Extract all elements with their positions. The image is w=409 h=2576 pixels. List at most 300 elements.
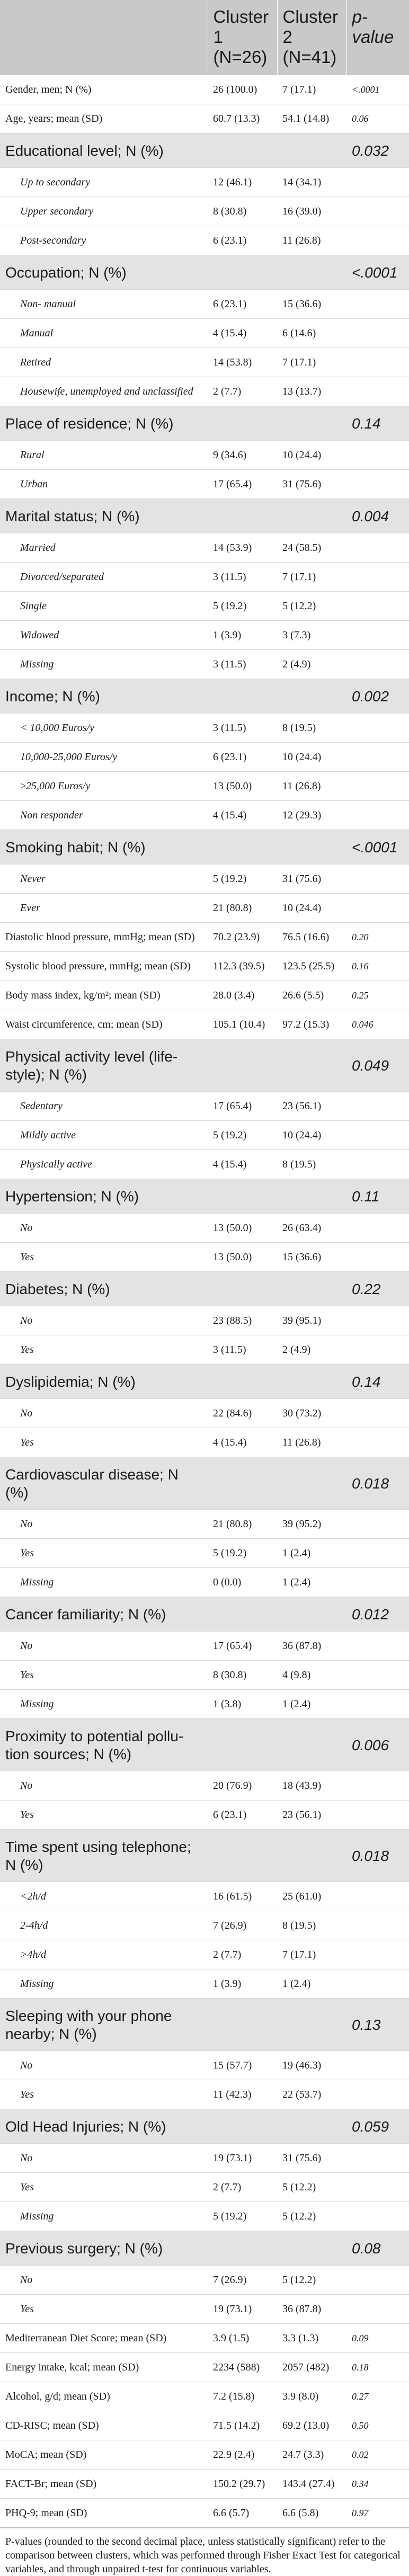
cluster-2-value: 97.2 (15.3) bbox=[277, 1010, 346, 1039]
row-label: Yes bbox=[0, 1539, 208, 1568]
row-label: Never bbox=[0, 864, 208, 894]
cluster-2-value: 24.7 (3.3) bbox=[277, 2440, 346, 2470]
cluster-2-value: 25 (61.0) bbox=[277, 1882, 346, 1911]
p-value bbox=[346, 1428, 409, 1457]
section-row bbox=[0, 499, 409, 533]
cluster-1-value: 70.2 (23.9) bbox=[208, 923, 277, 952]
table-row bbox=[0, 563, 409, 592]
cluster-2-value bbox=[277, 1597, 346, 1632]
p-value: 0.08 bbox=[346, 2231, 409, 2266]
table-row bbox=[0, 377, 409, 406]
table-row bbox=[0, 1399, 409, 1428]
row-label: Body mass index, kg/m²; mean (SD) bbox=[0, 981, 208, 1010]
p-value: 0.13 bbox=[346, 1999, 409, 2051]
row-label: Systolic blood pressure, mmHg; mean (SD) bbox=[0, 952, 208, 981]
header-cluster-2-number: 2 bbox=[282, 27, 292, 47]
table-row bbox=[0, 1510, 409, 1539]
cluster-2-value: 23 (56.1) bbox=[277, 1092, 346, 1121]
row-label: Cancer familiarity; N (%) bbox=[0, 1597, 208, 1632]
header-cluster-2-n: (N=41) bbox=[282, 47, 337, 67]
cluster-2-value: 54.1 (14.8) bbox=[277, 104, 346, 133]
p-value bbox=[346, 2266, 409, 2295]
row-label: Marital status; N (%) bbox=[0, 499, 208, 533]
cluster-2-value: 11 (26.8) bbox=[277, 226, 346, 255]
cluster-2-value: 1 (2.4) bbox=[277, 1690, 346, 1719]
table-row bbox=[0, 592, 409, 621]
table-row bbox=[0, 1771, 409, 1800]
cluster-1-value bbox=[208, 1999, 277, 2051]
cluster-2-value: 1 (2.4) bbox=[277, 1969, 346, 1999]
table-row bbox=[0, 1632, 409, 1661]
p-value bbox=[346, 226, 409, 255]
row-label: Ever bbox=[0, 894, 208, 923]
cluster-1-value: 4 (15.4) bbox=[208, 319, 277, 348]
p-value bbox=[346, 168, 409, 197]
section-row bbox=[0, 1719, 409, 1771]
row-label: CD-RISC; mean (SD) bbox=[0, 2411, 208, 2440]
row-label: Age, years; mean (SD) bbox=[0, 104, 208, 133]
cluster-1-value: 13 (50.0) bbox=[208, 1214, 277, 1243]
row-label: Yes bbox=[0, 1243, 208, 1272]
p-value bbox=[346, 1940, 409, 1969]
row-label: No bbox=[0, 2266, 208, 2295]
p-value bbox=[346, 348, 409, 377]
row-label: >4h/d bbox=[0, 1940, 208, 1969]
row-label: Yes bbox=[0, 1800, 208, 1830]
cluster-1-value: 4 (15.4) bbox=[208, 1428, 277, 1457]
cluster-2-value: 8 (19.5) bbox=[277, 714, 346, 743]
p-value bbox=[346, 1539, 409, 1568]
p-value: 0.049 bbox=[346, 1039, 409, 1092]
cluster-2-value: 26 (63.4) bbox=[277, 1214, 346, 1243]
row-label: Yes bbox=[0, 1428, 208, 1457]
header-cluster-1 bbox=[208, 0, 277, 75]
row-label: MoCA; mean (SD) bbox=[0, 2440, 208, 2470]
cluster-1-value: 19 (73.1) bbox=[208, 2144, 277, 2173]
cluster-2-value: 19 (46.3) bbox=[277, 2051, 346, 2080]
p-value bbox=[346, 743, 409, 772]
cluster-1-value: 15 (57.7) bbox=[208, 2051, 277, 2080]
p-value: <.0001 bbox=[346, 255, 409, 290]
row-label: Hypertension; N (%) bbox=[0, 1179, 208, 1214]
section-row bbox=[0, 2231, 409, 2266]
cluster-1-value: 112.3 (39.5) bbox=[208, 952, 277, 981]
row-label: Smoking habit; N (%) bbox=[0, 830, 208, 864]
cluster-1-value: 5 (19.2) bbox=[208, 1121, 277, 1150]
row-label: 10,000-25,000 Euros/y bbox=[0, 743, 208, 772]
cluster-1-value: 26 (100.0) bbox=[208, 75, 277, 104]
cluster-2-value: 2 (4.9) bbox=[277, 1335, 346, 1365]
p-value: 0.018 bbox=[346, 1457, 409, 1510]
p-value bbox=[346, 2051, 409, 2080]
p-value bbox=[346, 319, 409, 348]
cluster-2-value: 2 (4.9) bbox=[277, 650, 346, 679]
p-value bbox=[346, 621, 409, 650]
p-value bbox=[346, 533, 409, 563]
p-value bbox=[346, 1150, 409, 1179]
cluster-1-value: 7 (26.9) bbox=[208, 1911, 277, 1940]
p-value: 0.032 bbox=[346, 133, 409, 168]
cluster-1-value: 1 (3.9) bbox=[208, 621, 277, 650]
cluster-1-value: 17 (65.4) bbox=[208, 1632, 277, 1661]
p-value: 0.27 bbox=[346, 2382, 409, 2411]
cluster-2-value: 1 (2.4) bbox=[277, 1568, 346, 1597]
row-label: Non- manual bbox=[0, 290, 208, 319]
table-row bbox=[0, 1690, 409, 1719]
row-label: Alcohol, g/d; mean (SD) bbox=[0, 2382, 208, 2411]
table-row bbox=[0, 2173, 409, 2202]
section-row bbox=[0, 1039, 409, 1092]
cluster-1-value: 7 (26.9) bbox=[208, 2266, 277, 2295]
cluster-2-value: 13 (13.7) bbox=[277, 377, 346, 406]
cluster-2-value bbox=[277, 1365, 346, 1399]
row-label: Energy intake, kcal; mean (SD) bbox=[0, 2353, 208, 2382]
table-row bbox=[0, 2295, 409, 2324]
p-value bbox=[346, 714, 409, 743]
row-label: No bbox=[0, 2144, 208, 2173]
cluster-2-value bbox=[277, 679, 346, 714]
section-row bbox=[0, 830, 409, 864]
cluster-1-value bbox=[208, 1597, 277, 1632]
p-value bbox=[346, 2295, 409, 2324]
cluster-2-value bbox=[277, 2109, 346, 2144]
table-header bbox=[0, 0, 409, 75]
table-row bbox=[0, 1969, 409, 1999]
p-value: <.0001 bbox=[346, 75, 409, 104]
table-row bbox=[0, 1121, 409, 1150]
p-value bbox=[346, 290, 409, 319]
cluster-2-value: 36 (87.8) bbox=[277, 1632, 346, 1661]
table-row bbox=[0, 470, 409, 499]
cluster-2-value bbox=[277, 499, 346, 533]
table-row bbox=[0, 621, 409, 650]
cluster-1-value bbox=[208, 1457, 277, 1510]
row-label: FACT-Br; mean (SD) bbox=[0, 2470, 208, 2499]
cluster-1-value bbox=[208, 255, 277, 290]
p-value bbox=[346, 1800, 409, 1830]
cluster-1-value bbox=[208, 1179, 277, 1214]
cluster-2-value: 2057 (482) bbox=[277, 2353, 346, 2382]
p-value bbox=[346, 1214, 409, 1243]
p-value: 0.012 bbox=[346, 1597, 409, 1632]
cluster-2-value: 10 (24.4) bbox=[277, 1121, 346, 1150]
cluster-2-value bbox=[277, 1039, 346, 1092]
cluster-1-value: 5 (19.2) bbox=[208, 1539, 277, 1568]
p-value: 0.09 bbox=[346, 2324, 409, 2353]
row-label: Post-secondary bbox=[0, 226, 208, 255]
table-row bbox=[0, 2470, 409, 2499]
cluster-1-value: 5 (19.2) bbox=[208, 592, 277, 621]
cluster-2-value: 7 (17.1) bbox=[277, 563, 346, 592]
section-row bbox=[0, 1597, 409, 1632]
cluster-2-value: 36 (87.8) bbox=[277, 2295, 346, 2324]
p-value bbox=[346, 592, 409, 621]
p-value bbox=[346, 2173, 409, 2202]
cluster-1-value: 3 (11.5) bbox=[208, 714, 277, 743]
row-label: No bbox=[0, 1306, 208, 1335]
p-value: 0.059 bbox=[346, 2109, 409, 2144]
p-value bbox=[346, 1568, 409, 1597]
cluster-1-value bbox=[208, 679, 277, 714]
cluster-2-value: 18 (43.9) bbox=[277, 1771, 346, 1800]
p-value bbox=[346, 197, 409, 226]
table-row bbox=[0, 2144, 409, 2173]
cluster-2-value: 10 (24.4) bbox=[277, 743, 346, 772]
cluster-2-value bbox=[277, 133, 346, 168]
cluster-2-value bbox=[277, 1457, 346, 1510]
row-label: Upper secondary bbox=[0, 197, 208, 226]
p-value: 0.25 bbox=[346, 981, 409, 1010]
row-label: Yes bbox=[0, 2173, 208, 2202]
cluster-1-value bbox=[208, 2109, 277, 2144]
section-row bbox=[0, 255, 409, 290]
section-row bbox=[0, 2109, 409, 2144]
table-row bbox=[0, 2051, 409, 2080]
header-p-value bbox=[346, 0, 409, 75]
header-p-value-line2: value bbox=[352, 27, 394, 47]
cluster-1-value: 23 (88.5) bbox=[208, 1306, 277, 1335]
cluster-1-value: 28.0 (3.4) bbox=[208, 981, 277, 1010]
row-label: No bbox=[0, 1399, 208, 1428]
table-row bbox=[0, 894, 409, 923]
table-row bbox=[0, 1092, 409, 1121]
header-row bbox=[0, 0, 409, 75]
cluster-2-value bbox=[277, 1179, 346, 1214]
row-label: Diastolic blood pressure, mmHg; mean (SD) bbox=[0, 923, 208, 952]
row-label: Income; N (%) bbox=[0, 679, 208, 714]
cluster-2-value: 7 (17.1) bbox=[277, 75, 346, 104]
table-row bbox=[0, 801, 409, 830]
table-row bbox=[0, 290, 409, 319]
cluster-1-value: 150.2 (29.7) bbox=[208, 2470, 277, 2499]
cluster-2-value bbox=[277, 2231, 346, 2266]
p-value bbox=[346, 894, 409, 923]
cluster-1-value: 8 (30.8) bbox=[208, 197, 277, 226]
p-value bbox=[346, 2144, 409, 2173]
table-row bbox=[0, 1010, 409, 1039]
row-label: Missing bbox=[0, 2202, 208, 2231]
cluster-2-value: 5 (12.2) bbox=[277, 592, 346, 621]
table-row bbox=[0, 1911, 409, 1940]
cluster-2-value: 76.5 (16.6) bbox=[277, 923, 346, 952]
row-label: Gender, men; N (%) bbox=[0, 75, 208, 104]
cluster-2-value: 7 (17.1) bbox=[277, 348, 346, 377]
row-label: Occupation; N (%) bbox=[0, 255, 208, 290]
row-label: Widowed bbox=[0, 621, 208, 650]
p-value: 0.50 bbox=[346, 2411, 409, 2440]
p-value bbox=[346, 2080, 409, 2109]
table-row bbox=[0, 2324, 409, 2353]
header-cluster-2-word: Cluster bbox=[282, 7, 339, 26]
section-row bbox=[0, 1830, 409, 1882]
cluster-1-value: 12 (46.1) bbox=[208, 168, 277, 197]
cluster-1-value: 7.2 (15.8) bbox=[208, 2382, 277, 2411]
table-row bbox=[0, 1306, 409, 1335]
table-row bbox=[0, 533, 409, 563]
p-value bbox=[346, 864, 409, 894]
cluster-2-value: 39 (95.2) bbox=[277, 1510, 346, 1539]
table-row bbox=[0, 923, 409, 952]
p-value bbox=[346, 470, 409, 499]
row-label: <2h/d bbox=[0, 1882, 208, 1911]
cluster-2-value: 15 (36.6) bbox=[277, 1243, 346, 1272]
table-row bbox=[0, 348, 409, 377]
row-label: Divorced/separated bbox=[0, 563, 208, 592]
p-value: 0.018 bbox=[346, 1830, 409, 1882]
cluster-1-value: 19 (73.1) bbox=[208, 2295, 277, 2324]
cluster-1-value: 8 (30.8) bbox=[208, 1661, 277, 1690]
p-value bbox=[346, 1243, 409, 1272]
row-label: Place of residence; N (%) bbox=[0, 406, 208, 441]
p-value: 0.06 bbox=[346, 104, 409, 133]
table-row bbox=[0, 772, 409, 801]
header-p-value-line1: p- bbox=[352, 7, 368, 26]
table-row bbox=[0, 441, 409, 470]
table-row bbox=[0, 981, 409, 1010]
cluster-2-value: 23 (56.1) bbox=[277, 1800, 346, 1830]
row-label: Urban bbox=[0, 470, 208, 499]
cluster-2-value: 39 (95.1) bbox=[277, 1306, 346, 1335]
row-label: Mildly active bbox=[0, 1121, 208, 1150]
cluster-2-value: 26.6 (5.5) bbox=[277, 981, 346, 1010]
p-value bbox=[346, 1969, 409, 1999]
table-row bbox=[0, 864, 409, 894]
cluster-1-value: 6 (23.1) bbox=[208, 290, 277, 319]
section-row bbox=[0, 1999, 409, 2051]
cluster-1-value: 1 (3.9) bbox=[208, 1969, 277, 1999]
cluster-2-value: 5 (12.2) bbox=[277, 2202, 346, 2231]
table-row bbox=[0, 168, 409, 197]
section-row bbox=[0, 133, 409, 168]
cluster-1-value: 2 (7.7) bbox=[208, 1940, 277, 1969]
cluster-2-value bbox=[277, 1830, 346, 1882]
table-row bbox=[0, 1335, 409, 1365]
row-label: ≥25,000 Euros/y bbox=[0, 772, 208, 801]
table-row bbox=[0, 2382, 409, 2411]
cluster-1-value: 14 (53.8) bbox=[208, 348, 277, 377]
row-label: Sleeping with your phone nearby; N (%) bbox=[0, 1999, 208, 2051]
row-label: No bbox=[0, 2051, 208, 2080]
table-row bbox=[0, 104, 409, 133]
table-row bbox=[0, 2266, 409, 2295]
cluster-2-value bbox=[277, 1719, 346, 1771]
table-row bbox=[0, 1539, 409, 1568]
table-row bbox=[0, 2440, 409, 2470]
section-row bbox=[0, 406, 409, 441]
cluster-2-value: 31 (75.6) bbox=[277, 470, 346, 499]
p-value bbox=[346, 1632, 409, 1661]
header-cluster-1-n: (N=26) bbox=[213, 47, 268, 67]
cluster-1-value: 0 (0.0) bbox=[208, 1568, 277, 1597]
row-label: Missing bbox=[0, 650, 208, 679]
p-value: 0.046 bbox=[346, 1010, 409, 1039]
cluster-2-value bbox=[277, 1999, 346, 2051]
cluster-2-value: 143.4 (27.4) bbox=[277, 2470, 346, 2499]
p-value bbox=[346, 377, 409, 406]
cluster-2-value: 24 (58.5) bbox=[277, 533, 346, 563]
p-value: 0.11 bbox=[346, 1179, 409, 1214]
cluster-1-value: 17 (65.4) bbox=[208, 470, 277, 499]
p-value: 0.18 bbox=[346, 2353, 409, 2382]
cluster-1-value bbox=[208, 830, 277, 864]
cluster-2-value: 69.2 (13.0) bbox=[277, 2411, 346, 2440]
table-row bbox=[0, 1661, 409, 1690]
cluster-2-value: 6.6 (5.8) bbox=[277, 2499, 346, 2528]
section-row bbox=[0, 1272, 409, 1306]
p-value bbox=[346, 563, 409, 592]
table-row bbox=[0, 1243, 409, 1272]
cluster-1-value: 4 (15.4) bbox=[208, 801, 277, 830]
cluster-1-value: 6.6 (5.7) bbox=[208, 2499, 277, 2528]
table-row bbox=[0, 75, 409, 104]
row-label: < 10,000 Euros/y bbox=[0, 714, 208, 743]
p-value bbox=[346, 772, 409, 801]
p-value bbox=[346, 1510, 409, 1539]
table-row bbox=[0, 226, 409, 255]
cluster-1-value bbox=[208, 1272, 277, 1306]
cluster-1-value: 16 (61.5) bbox=[208, 1882, 277, 1911]
row-label: PHQ-9; mean (SD) bbox=[0, 2499, 208, 2528]
cluster-2-value: 16 (39.0) bbox=[277, 197, 346, 226]
cluster-1-value: 9 (34.6) bbox=[208, 441, 277, 470]
p-value bbox=[346, 1771, 409, 1800]
p-value: 0.14 bbox=[346, 406, 409, 441]
table-footnote: P-values (rounded to the second decimal place, unless statistically significant) refer to the comparison between clusters, which was performed through Fisher Exact Test for categorical variables, and through unpaired t-test for continuous variables. bbox=[0, 2527, 409, 2576]
cluster-2-value: 8 (19.5) bbox=[277, 1911, 346, 1940]
section-row bbox=[0, 1179, 409, 1214]
cluster-1-value: 22.9 (2.4) bbox=[208, 2440, 277, 2470]
cluster-1-value bbox=[208, 406, 277, 441]
row-label: Manual bbox=[0, 319, 208, 348]
cluster-1-value: 11 (42.3) bbox=[208, 2080, 277, 2109]
row-label: Married bbox=[0, 533, 208, 563]
cluster-2-value: 3 (7.3) bbox=[277, 621, 346, 650]
row-label: Yes bbox=[0, 1661, 208, 1690]
row-label: Time spent using telephone; N (%) bbox=[0, 1830, 208, 1882]
table-row bbox=[0, 743, 409, 772]
cluster-1-value: 2 (7.7) bbox=[208, 377, 277, 406]
p-value: 0.34 bbox=[346, 2470, 409, 2499]
p-value: 0.004 bbox=[346, 499, 409, 533]
table-row bbox=[0, 2353, 409, 2382]
p-value: 0.22 bbox=[346, 1272, 409, 1306]
table-row bbox=[0, 319, 409, 348]
row-label: No bbox=[0, 1214, 208, 1243]
cluster-1-value: 71.5 (14.2) bbox=[208, 2411, 277, 2440]
row-label: Yes bbox=[0, 2295, 208, 2324]
cluster-2-value: 3.9 (8.0) bbox=[277, 2382, 346, 2411]
p-value: 0.97 bbox=[346, 2499, 409, 2528]
cluster-2-value: 5 (12.2) bbox=[277, 2266, 346, 2295]
cluster-2-value: 7 (17.1) bbox=[277, 1940, 346, 1969]
table-row bbox=[0, 1214, 409, 1243]
cluster-2-value: 1 (2.4) bbox=[277, 1539, 346, 1568]
cluster-1-value: 21 (80.8) bbox=[208, 1510, 277, 1539]
cluster-1-value: 1 (3.8) bbox=[208, 1690, 277, 1719]
p-value bbox=[346, 801, 409, 830]
p-value: 0.16 bbox=[346, 952, 409, 981]
row-label: Cardiovascular disease; N (%) bbox=[0, 1457, 208, 1510]
p-value: 0.006 bbox=[346, 1719, 409, 1771]
cluster-2-value: 11 (26.8) bbox=[277, 772, 346, 801]
cluster-1-value: 3 (11.5) bbox=[208, 1335, 277, 1365]
p-value: 0.02 bbox=[346, 2440, 409, 2470]
row-label: Old Head Injuries; N (%) bbox=[0, 2109, 208, 2144]
section-row bbox=[0, 1365, 409, 1399]
table-row bbox=[0, 2411, 409, 2440]
row-label: Physical activity level (life-style); N (%) bbox=[0, 1039, 208, 1092]
cluster-2-value: 4 (9.8) bbox=[277, 1661, 346, 1690]
